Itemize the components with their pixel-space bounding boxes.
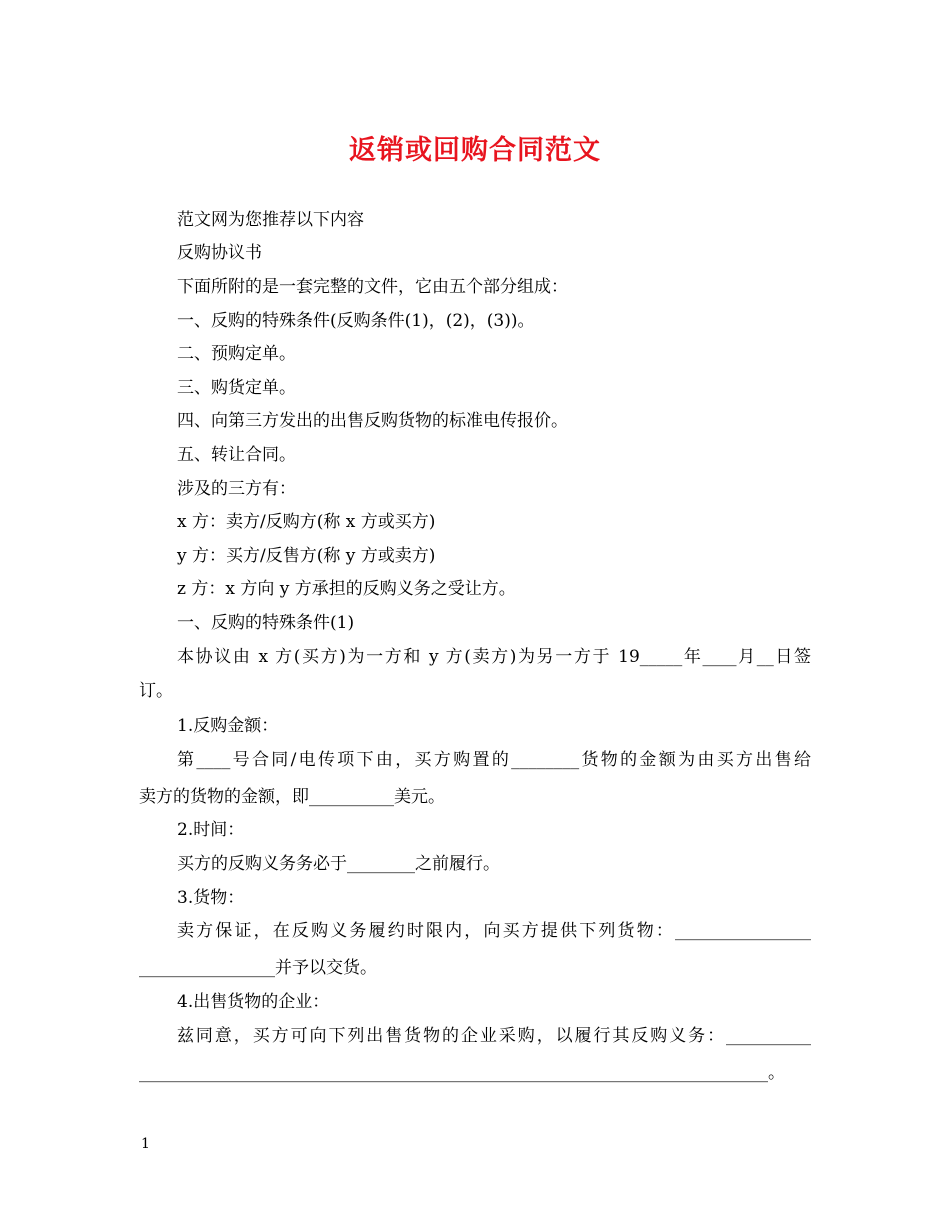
section-heading: 一、反购的特殊条件(1) (177, 613, 355, 633)
list-item: 二、预购定单。 (177, 344, 296, 364)
paragraph-line: 买方的反购义务务必于________之前履行。 (177, 854, 500, 874)
list-item: 三、购货定单。 (177, 378, 296, 398)
paragraph-line: 兹同意，买方可向下列出售货物的企业采购，以履行其反购义务：__________ (177, 1026, 811, 1046)
intro-line: 范文网为您推荐以下内容 (177, 210, 364, 230)
page-number: 1 (141, 1136, 150, 1152)
clause-heading: 1.反购金额： (177, 716, 279, 736)
paragraph-line: 卖方保证，在反购义务履约时限内，向买方提供下列货物：________________ (177, 921, 811, 941)
party-line: y 方：买方/反售方(称 y 方或卖方) (177, 546, 436, 566)
paragraph-line: 涉及的三方有： (177, 479, 296, 499)
list-item: 五、转让合同。 (177, 445, 296, 465)
party-line: x 方：卖方/反购方(称 x 方或买方) (177, 512, 436, 532)
party-line: z 方：x 方向 y 方承担的反购义务之受让方。 (177, 579, 516, 599)
document-title: 返销或回购合同范文 (349, 135, 601, 166)
paragraph-line: 卖方的货物的金额，即__________美元。 (139, 787, 445, 807)
paragraph-line: ________________并予以交货。 (139, 958, 377, 978)
paragraph-line: __________________________________________________________________________。 (139, 1063, 785, 1083)
list-item: 四、向第三方发出的出售反购货物的标准电传报价。 (177, 411, 568, 431)
list-item: 一、反购的特殊条件(反购条件(1)，(2)，(3))。 (177, 311, 535, 331)
paragraph-line: 第____号合同/电传项下由，买方购置的________货物的金额为由买方出售给 (177, 750, 811, 770)
clause-heading: 3.货物： (177, 888, 245, 908)
clause-heading: 4.出售货物的企业： (177, 992, 330, 1012)
paragraph-line: 下面所附的是一套完整的文件，它由五个部分组成： (177, 277, 568, 297)
clause-heading: 2.时间： (177, 820, 245, 840)
agreement-name: 反购协议书 (177, 243, 262, 263)
paragraph-line: 订。 (139, 681, 173, 701)
paragraph-line: 本协议由 x 方(买方)为一方和 y 方(卖方)为另一方于 19_____年____月__日签 (177, 647, 811, 667)
